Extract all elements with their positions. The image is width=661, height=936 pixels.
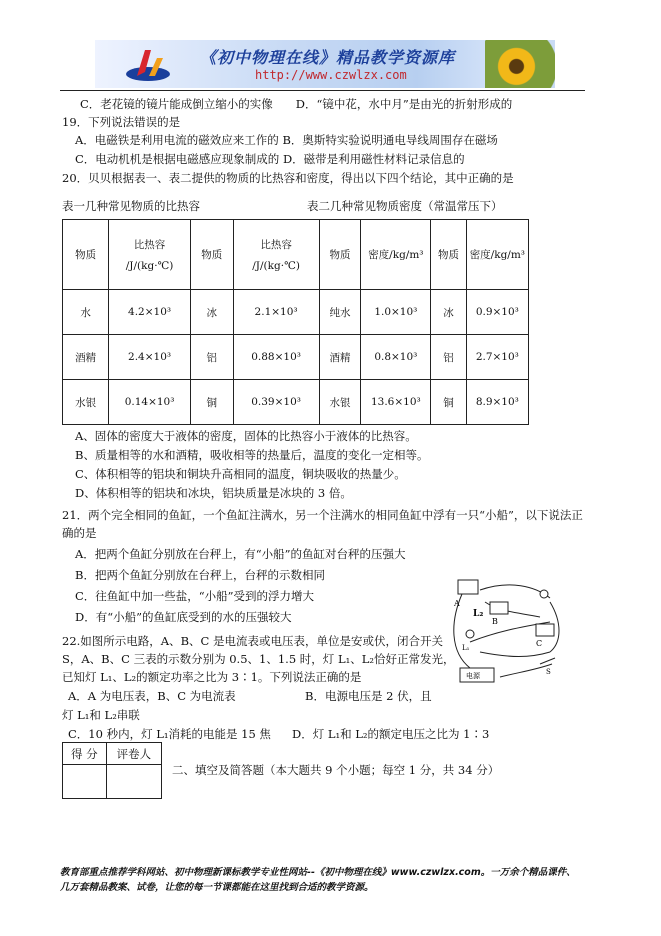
table1-title: 表一几种常见物质的比热容 <box>62 199 200 213</box>
q19-stem: 19．下列说法错误的是 <box>62 115 181 129</box>
table-cell: 0.88×10³ <box>233 335 319 380</box>
header-banner <box>95 40 555 88</box>
table-header-cell <box>233 220 319 290</box>
q20-stem: 20．贝贝根据表一、表二提供的物质的比热容和密度，得出以下四个结论，其中正确的是 <box>62 171 514 185</box>
header-label: 比热容 <box>133 239 166 251</box>
table-cell: 铝 <box>431 335 466 380</box>
meter-b-icon <box>490 602 508 614</box>
q19-options-cd: C．电动机机是根据电磁感应现象制成的 D．磁带是利用磁性材料记录信息的 <box>75 152 465 166</box>
header-url[interactable]: http://www.czwlzx.com <box>255 68 407 82</box>
table-cell: 铝 <box>190 335 233 380</box>
bulb-icon <box>466 630 474 638</box>
circuit-label-s: S <box>546 668 551 676</box>
table-cell: 2.4×10³ <box>109 335 191 380</box>
table-header-cell: 物质 <box>431 220 466 290</box>
q22-stem: 22.如图所示电路，A、B、C 是电流表或电压表，单位是安或伏，闭合开关 <box>62 634 443 648</box>
table-cell: 13.6×10³ <box>361 380 431 425</box>
table-header-cell: 物质 <box>319 220 361 290</box>
table-cell: 8.9×10³ <box>466 380 528 425</box>
q20-option-a: A、固体的密度大于液体的密度，固体的比热容小于液体的比热容。 <box>75 429 417 443</box>
q21-option-a: A．把两个鱼缸分别放在台秤上，有“小船”的鱼缸对台秤的压强大 <box>75 547 406 561</box>
table-cell: 水银 <box>319 380 361 425</box>
q21-option-c: C．往鱼缸中加一些盐，“小船”受到的浮力增大 <box>75 589 315 603</box>
table-header-cell: 物质 <box>190 220 233 290</box>
table-cell: 0.9×10³ <box>466 290 528 335</box>
section2-title: 二、填空及简答题（本大题共 9 个小题；每空 1 分，共 34 分） <box>172 763 500 777</box>
header-rule <box>60 90 585 91</box>
q21-option-d: D．有“小船”的鱼缸底受到的水的压强较大 <box>75 610 292 624</box>
table-cell: 0.39×10³ <box>233 380 319 425</box>
header-title: 《初中物理在线》精品教学资源库 <box>200 48 456 67</box>
header-label: 比热容 <box>260 239 292 251</box>
table-cell: 冰 <box>431 290 466 335</box>
score-box <box>62 742 162 799</box>
q21-option-b: B．把两个鱼缸分别放在台秤上，台秤的示数相同 <box>75 568 325 582</box>
switch-icon <box>540 658 555 664</box>
footer-line-1: 教育部重点推荐学科网站、初中物理新课标教学专业性网站--《初中物理在线》www.czwlzx.com。一万余个精品课件、 <box>60 867 576 878</box>
circuit-label-l1: L₁ <box>462 644 470 652</box>
q22-option-a-cont: 灯 L₁和 L₂串联 <box>62 708 140 722</box>
table-header-cell: 物质 <box>63 220 109 290</box>
bulb-icon <box>540 590 548 598</box>
circuit-label-b: B <box>492 617 498 626</box>
table-row <box>63 380 529 425</box>
circuit-diagram <box>440 572 570 687</box>
table-cell: 2.1×10³ <box>233 290 319 335</box>
q21-stem-cont: 确的是 <box>62 526 97 540</box>
q20-option-b: B、质量相等的水和酒精，吸收相等的热量后，温度的变化一定相等。 <box>75 448 429 462</box>
table-cell: 酒精 <box>319 335 361 380</box>
table-cell: 1.0×10³ <box>361 290 431 335</box>
q22-stem-3: 已知灯 L₁、L₂的额定功率之比为 3∶1。下列说法正确的是 <box>62 670 362 684</box>
table-cell: 酒精 <box>63 335 109 380</box>
q22-option-c: C．10 秒内，灯 L₁消耗的电能是 15 焦 <box>68 727 271 741</box>
q19-options-ab: A．电磁铁是利用电流的磁效应来工作的 B．奥斯特实验说明通电导线周围存在磁场 <box>75 133 498 147</box>
properties-table <box>62 219 529 425</box>
table2-title: 表二几种常见物质密度（常温常压下） <box>307 199 503 213</box>
table-row <box>63 290 529 335</box>
circuit-label-c: C <box>536 639 543 648</box>
footer-line-2: 几万套精品教案、试卷，让您的每一节课都能在这里找到合适的教学资源。 <box>60 882 374 893</box>
logo-icon <box>123 46 173 84</box>
header-unit: /J/(kg·℃) <box>252 260 300 272</box>
circuit-label-power: 电源 <box>466 672 480 680</box>
table-header-row <box>63 220 529 290</box>
circuit-label-l2: L₂ <box>473 609 484 619</box>
table-cell: 冰 <box>190 290 233 335</box>
table-cell: 纯水 <box>319 290 361 335</box>
q21-stem: 21．两个完全相同的鱼缸，一个鱼缸注满水，另一个注满水的相同鱼缸中浮有一只“小船”，以下说法正 <box>62 508 583 522</box>
score-value[interactable] <box>63 765 107 799</box>
table-header-cell: 密度/kg/m³ <box>466 220 528 290</box>
circuit-label-a: A <box>454 599 460 608</box>
table-row <box>63 335 529 380</box>
q18-options-cd: C．老花镜的镜片能成倒立缩小的实像 D．“镜中花，水中月”是由光的折射形成的 <box>80 97 513 111</box>
sunflower-image <box>485 40 555 88</box>
q20-option-c: C、体积相等的铝块和铜块升高相同的温度，铜块吸收的热量少。 <box>75 467 406 481</box>
q22-stem-2: S，A、B、C 三表的示数分别为 0.5、1、1.5 时，灯 L₁、L₂恰好正常发光， <box>62 652 455 666</box>
table-cell: 铜 <box>431 380 466 425</box>
table-cell: 铜 <box>190 380 233 425</box>
q22-option-a: A．A 为电压表，B、C 为电流表 <box>68 689 236 703</box>
q22-option-d: D．灯 L₁和 L₂的额定电压之比为 1∶3 <box>292 727 490 741</box>
header-unit: /J/(kg·℃) <box>125 260 174 272</box>
table-cell: 0.14×10³ <box>109 380 191 425</box>
table-header-cell: 密度/kg/m³ <box>361 220 431 290</box>
table-cell: 水 <box>63 290 109 335</box>
grader-label: 评卷人 <box>106 743 161 765</box>
table-header-cell <box>109 220 191 290</box>
table-cell: 水银 <box>63 380 109 425</box>
table-cell: 4.2×10³ <box>109 290 191 335</box>
meter-c-icon <box>536 624 554 636</box>
q20-option-d: D、体积相等的铝块和冰块，铝块质量是冰块的 3 倍。 <box>75 486 352 500</box>
table-cell: 2.7×10³ <box>466 335 528 380</box>
q22-option-b: B．电源电压是 2 伏，且 <box>305 689 432 703</box>
table-cell: 0.8×10³ <box>361 335 431 380</box>
score-label: 得 分 <box>63 743 107 765</box>
grader-value[interactable] <box>106 765 161 799</box>
meter-a-icon <box>458 580 478 594</box>
